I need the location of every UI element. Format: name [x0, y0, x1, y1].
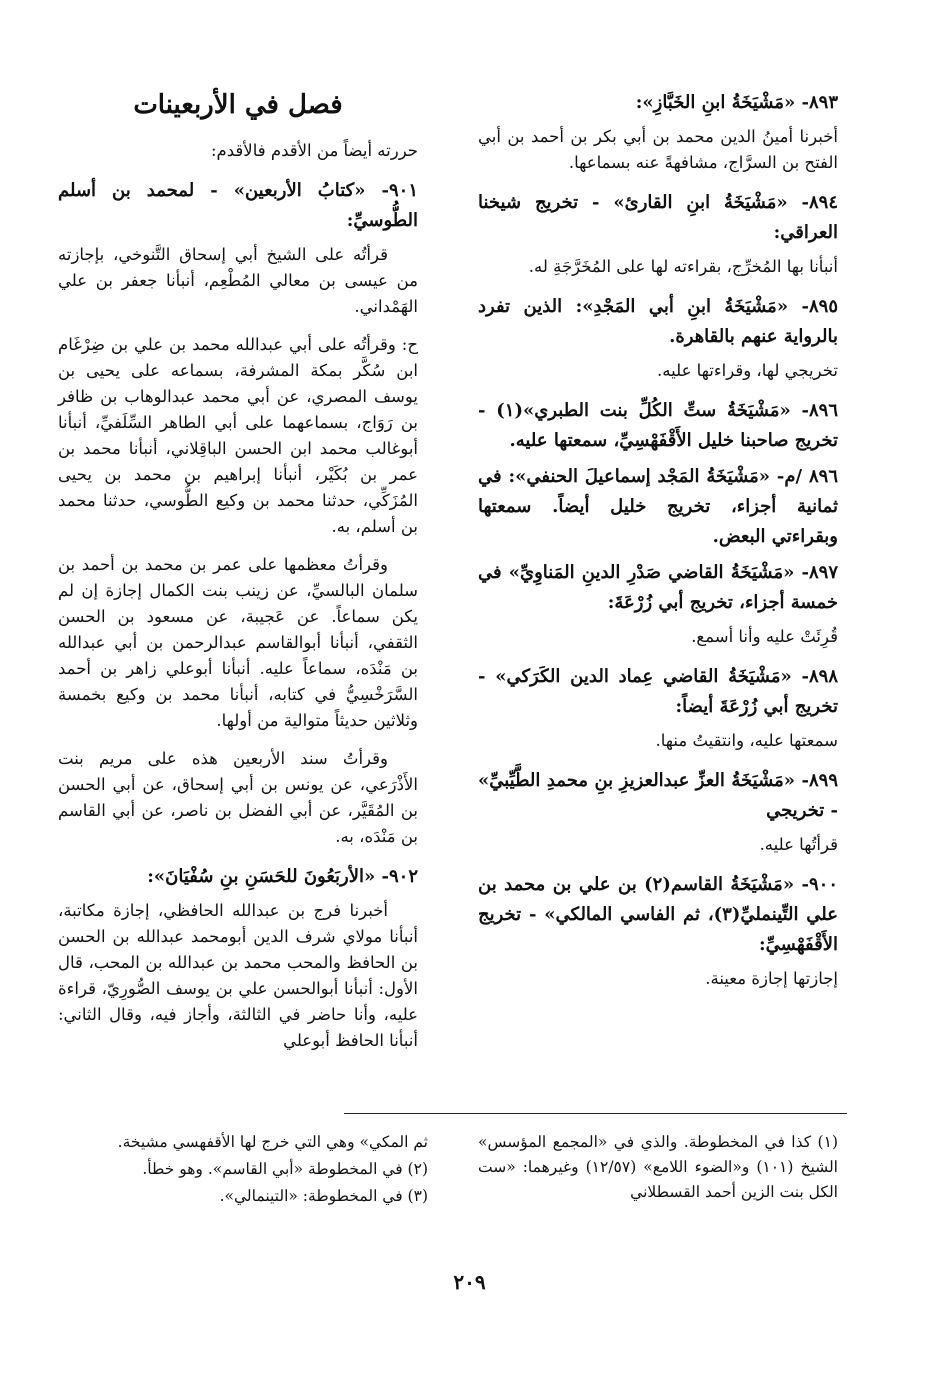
paragraph: وقرأتُ معظمها على عمر بن محمد بن أحمد بن سلمان البالسيِّ، عن زينب بنت الكمال إجازة إن لم يكن سماعاً. عن عَجيبة، عن مسعود بن الحسن الثقفي، أنبأنا أبوالقاسم عبدالرحمن بن أبي عبدالله بن مَنْدَه، سماعاً عليه. أنبأنا أبوعلي زاهر بن أحمد السَّرَخْسِيُّ في كتابه، أنبأنا محمد بن وكيع بخمسة وثلاثين حديثاً متوالية من أولها.: [58, 555, 418, 730]
footnote: (٢) في المخطوطة «أبي القاسم». وهو خطأ.: [142, 1160, 428, 1178]
entry-899: [478, 766, 838, 858]
section-title: فصل في الأربعينات: [133, 90, 343, 120]
entry-text: قُرِئَتْ عليه وأنا أسمع.: [691, 627, 838, 646]
entry-text: سمعتها عليه، وانتقيتُ منها.: [655, 731, 838, 750]
entry-text: إجازتها إجازة معينة.: [705, 969, 838, 988]
footnote: (٣) في المخطوطة: «التينمالي».: [219, 1187, 428, 1205]
entry-heading: ٨٩٦ /م- «مَشْيَخَةُ المَجْد إسماعيلَ الحنفي»: في ثمانية أجزاء، تخريج خليل أيضاً. سمعتها وبقراءتي البعض.: [478, 466, 838, 547]
entry-heading: ٨٩٣- «مَشْيَخَةُ ابنِ الخَبَّازِ»:: [635, 92, 838, 113]
entry-heading: ٨٩٩- «مَشْيَخَةُ العزِّ عبدالعزيزِ بنِ محمدِ الطَّيِّبيِّ» - تخريجي: [478, 770, 838, 821]
entry-text: أخبرنا أمينُ الدين محمد بن أبي بكر بن أحمد بن أبي الفتح بن السرَّاج، مشافهةً عنه بسماعها.: [478, 127, 838, 172]
entry-896: [478, 396, 838, 456]
left-column: [58, 88, 418, 1066]
entry-heading: ٨٩٥- «مَشْيَخَةُ ابنِ أبي المَجْدِ»: الذين تفرد بالرواية عنهم بالقاهرة.: [478, 296, 838, 347]
footnotes-right: [478, 1130, 838, 1207]
entry-text: تخريجي لها، وقراءتها عليه.: [657, 361, 838, 380]
entry-896m: [478, 462, 838, 552]
entry-heading: ٨٩٤- «مَشْيَخَةُ ابنِ القارئ» - تخريج شيخنا العراقي:: [478, 192, 838, 243]
entry-894: [478, 188, 838, 280]
right-column: [478, 88, 838, 1004]
footnote: (١) كذا في المخطوطة. والذي في «المجمع المؤسس» الشيخ (١٠١) و«الضوء اللامع» (١٢/٥٧) وغيرهما: «ست الكل بنت الزين أحمد القسطلاني: [478, 1133, 838, 1201]
entry-893: [478, 88, 838, 176]
entry-heading: ٩٠٠- «مَشْيَخَةُ القاسم(٢) بن علي بن محمد بن علي التِّينمليِّ(٣)، ثم الفاسي المالكي» - تخريج الأَقْفَهْسِيِّ:: [478, 874, 838, 955]
entry-898: [478, 662, 838, 754]
paragraph: قرأتُه على الشيخ أبي إسحاق التَّنوخي، بإجازته من عيسى بن معالي المُطْعِم، أنبأنا جعفر بن علي الهَمْداني.: [58, 245, 418, 316]
section-intro: حررته أيضاً من الأقدم فالأقدم:: [210, 141, 418, 160]
entry-heading: ٨٩٨- «مَشْيَخَةُ القاضي عِماد الدين الكَرَكي» - تخريج أبي زُرْعَةَ أيضاً:: [478, 666, 838, 717]
entry-895: [478, 292, 838, 384]
entry-heading: ٨٩٦- «مَشْيَخَةُ ستِّ الكُلِّ بنت الطبري»(١) - تخريج صاحبنا خليل الأَقْفَهْسِيِّ، سمعتها عليه.: [478, 400, 838, 451]
entry-897: [478, 558, 838, 650]
entry-text: أنبأنا بها المُخرِّج، بقراءته لها على المُخَرَّجَةِ له.: [528, 257, 838, 276]
paragraph: وقرأتُ سند الأربعين هذه على مريم بنت الأَذْرَعي، عن يونس بن أبي إسحاق، عن أبي الحسن بن المُقَيَّر، عن أبي الفضل بن ناصر، عن أبي القاسم بن مَنْدَه، به.: [58, 749, 418, 846]
footnotes-left: [58, 1130, 428, 1211]
entry-900: [478, 870, 838, 992]
entry-heading: ٨٩٧- «مَشْيَخَةُ القاضي صَدْرِ الدينِ المَناوِيِّ» في خمسة أجزاء، تخريج أبي زُرْعَةَ:: [478, 562, 838, 613]
entry-text: قرأتُها عليه.: [759, 835, 838, 854]
footnote: ثم المكي» وهي التي خرج لها الأقفهسي مشيخة.: [117, 1133, 428, 1151]
paragraph: أخبرنا فرج بن عبدالله الحافظي، إجازة مكاتبة، أنبأنا مولاي شرف الدين أبومحمد عبدالله بن الحسن بن الحافظ والمحب محمد بن عبدالله بن المحب، قال الأول: أنبأنا أبوالحسن علي بن يوسف الصُّورِيّ، قراءة عليه، وأنا حاضر في الثالثة، وأجاز فيه، وقال الثاني: أنبأنا الحافظ أبوعلي: [58, 901, 418, 1050]
entry-902-heading: ٩٠٢- «الأربَعُونَ للحَسَنِ بنِ سُفْيَانَ»:: [147, 866, 418, 887]
page-number: ٢٠٩: [453, 1270, 486, 1294]
paragraph: ح: وقرأتُه على أبي عبدالله محمد بن علي بن ضِرْغَام ابن سُكَّر بمكة المشرفة، بسماعه على يحيى بن يوسف المصري، عن أبي محمد عبدالوهاب بن ظافر بن رَوَاج، بسماعهما على أبي الطاهر السِّلَفيِّ، أنبأنا أبوغالب محمد ابن الحسن الباقِلاني، أنبأنا محمد بن عمر بن بُكَيْر، أنبأنا إبراهيم بن محمد بن يحيى المُزَكِّي، حدثنا محمد بن وكيع الطُّوسي، حدثنا محمد بن أسلم، به.: [58, 335, 418, 536]
footnote-divider: [344, 1113, 847, 1114]
entry-901-heading: ٩٠١- «كتابُ الأربعين» - لمحمد بن أسلم الطُّوسيِّ:: [58, 180, 418, 231]
